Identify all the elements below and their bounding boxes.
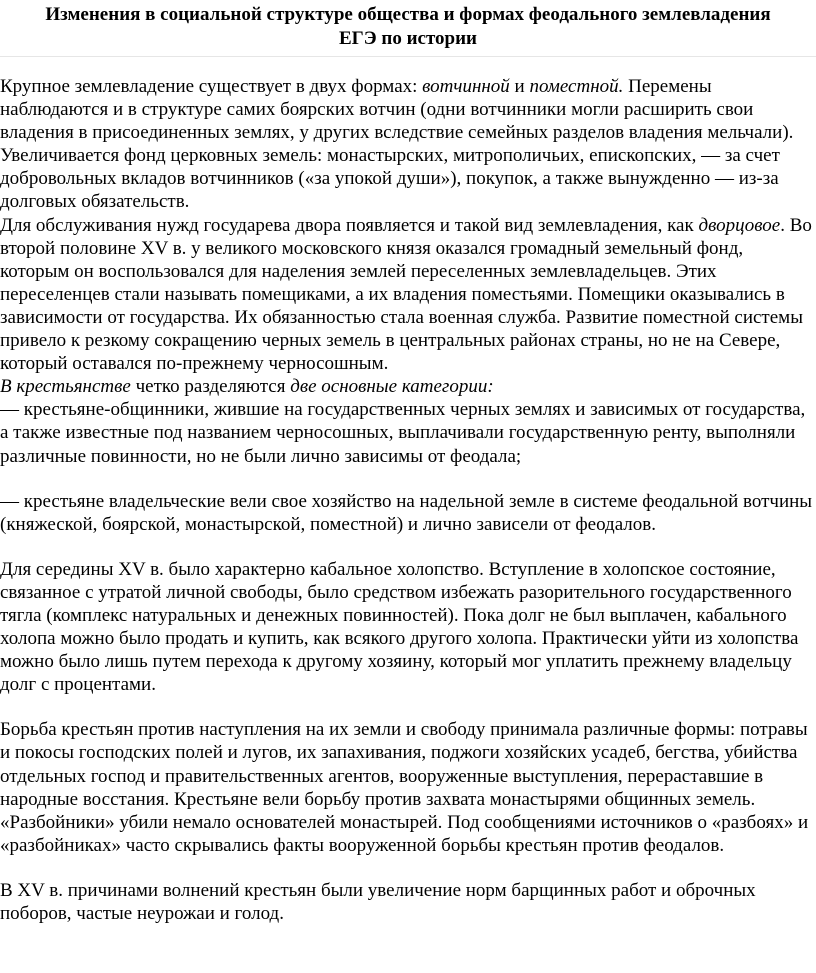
term-dvortsovoe: дворцовое: [698, 214, 781, 236]
paragraph-kholopstvo: Для середины XV в. было характерно кабальное холопство. Вступление в холопское состояние, связанное с утратой личной свободы, было средством избежать разорительного государственного тягла (комплекс натуральных и денежных повинностей). Пока долг не был выплачен, кабального холопа можно было продать и купить, как всякого другого холопа. Практически уйти из холопства можно было лишь путем перехода к другому хозяину, который мог уплатить прежнему владельцу долг с процентами.: [0, 558, 799, 696]
p1-text-a: Крупное землевладение существует в двух формах:: [0, 76, 423, 97]
article-body: [0, 75, 816, 925]
title-line-1: Изменения в социальной структуре общества и формах феодального землевладения: [45, 4, 771, 25]
p3-text-b: четко разделяются: [130, 376, 291, 398]
title-line-2: ЕГЭ по истории: [338, 28, 478, 49]
paragraph-peasant-categories: [0, 375, 816, 398]
paragraph-peasant-struggle: Борьба крестьян против наступления на их земли и свободу принимала различные формы: потравы и покосы господских полей и лугов, их запахивания, поджоги хозяйских усадеб, бегства, убийства отдельных господ и правительственных агентов, вооруженные выступления, перераставшие в народные восстания. Крестьяне вели борьбу против захвата монастырями общинных земель. «Разбойники» убили немало основателей монастырей. Под сообщениями источников о «разбоях» и «разбойниках» часто скрывались факты вооруженной борьбы крестьян против феодалов.: [0, 719, 809, 856]
paragraph-land-ownership-forms: [0, 75, 816, 214]
p1-text-c: и: [509, 76, 530, 97]
paragraph-community-peasants: — крестьяне-общинники, жившие на государственных черных землях и зависимых от государства, а также известные под названием черносошных, выплачивали государственную ренту, выполняли различные повинности, но не были лично зависимы от феодала;: [0, 399, 806, 467]
paragraph-spacer: [0, 536, 816, 558]
paragraph-spacer: [0, 468, 816, 490]
paragraph-palace-lands: [0, 214, 816, 376]
p2-text-c: . Во второй половине XV в. у великого московского князя оказался громадный земельный фонд, которым он воспользовался для наделения землей переселенных землевладельцев. Этих переселенцев стали называть помещиками, а их владения поместьями. Помещики оказывались в зависимости от государства. Их обязанностью стала военная служба. Развитие поместной системы привело к резкому сокращению черных земель в центральных районах страны, но не на Севере, который оставался по-прежнему черносошным.: [0, 214, 812, 375]
paragraph-owned-peasants: — крестьяне владельческие вели свое хозяйство на надельной земле в системе феодальной вотчины (княжеской, боярской, монастырской, поместной) и лично зависели от феодалов.: [0, 490, 813, 535]
p2-text-a: Для обслуживания нужд государева двора появляется и такой вид землевладения, как: [0, 214, 699, 236]
paragraph-spacer: [0, 857, 816, 879]
paragraph-spacer: [0, 696, 816, 718]
paragraph-unrest-causes: В XV в. причинами волнений крестьян были увеличение норм барщинных работ и оброчных поборов, частые неурожаи и голод.: [0, 879, 756, 924]
term-pomestie: поместной.: [529, 76, 624, 97]
page-title: [0, 0, 816, 51]
term-two-categories: две основные категории:: [290, 376, 494, 398]
term-votchina: вотчинной: [422, 76, 510, 97]
term-peasantry: В крестьянстве: [0, 376, 131, 398]
p1-text-e: Перемены наблюдаются и в структуре самих боярских вотчин (одни вотчинники могли расширить свои владения в присоединенных землях, у других вследствие семейных разделов владения мельчали). Увеличивается фонд церковных земель: монастырских, митрополичьих, епископских, — за счет добровольных вкладов вотчинников («за упокой души»), покупок, а также вынужденно — из-за долговых обязательств.: [0, 76, 794, 213]
title-divider: [0, 56, 816, 57]
